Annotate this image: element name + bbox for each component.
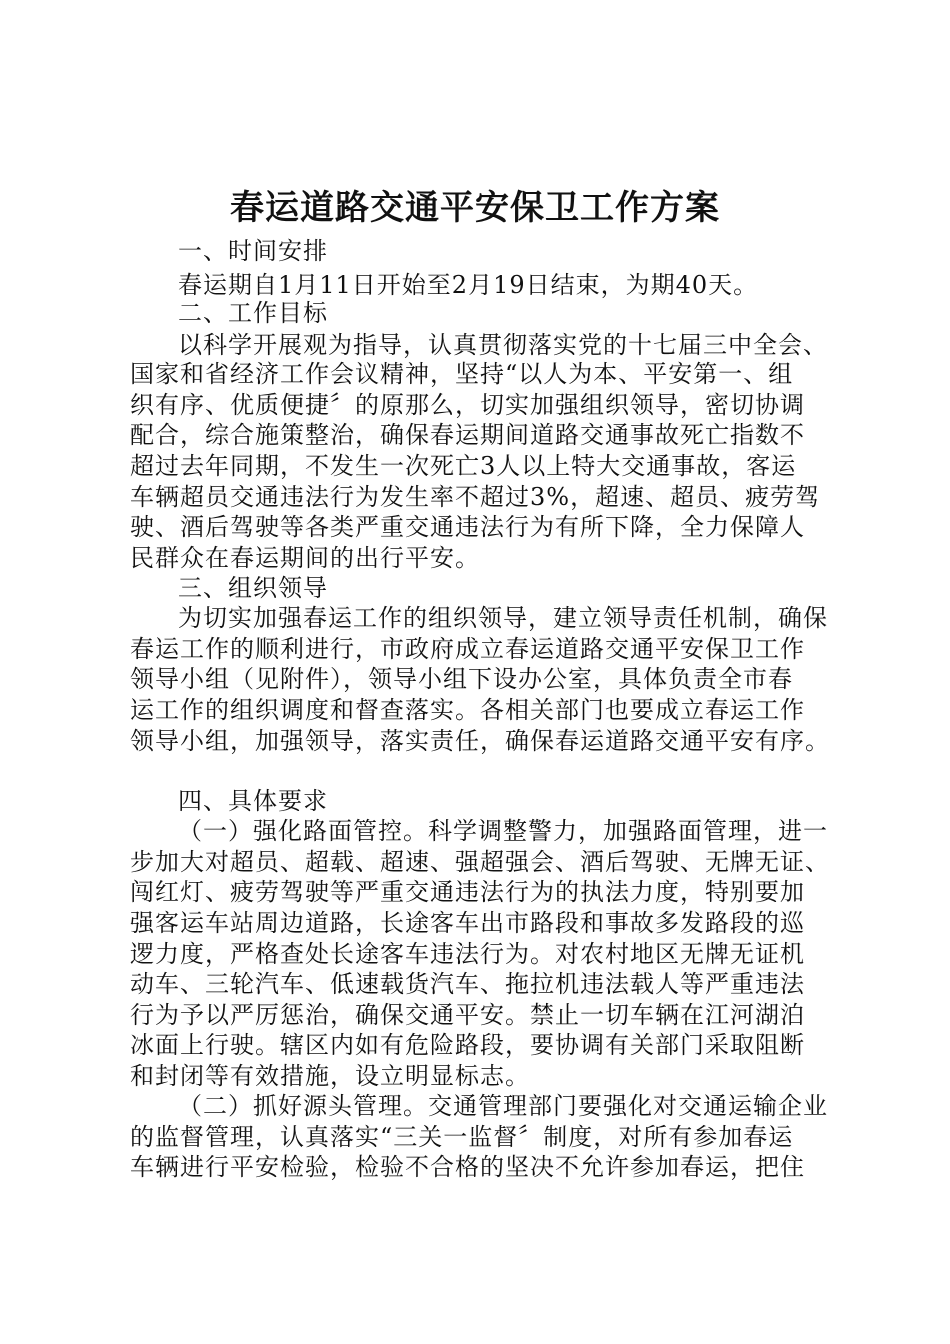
paragraph-line: 春运工作的顺利进行，市政府成立春运道路交通平安保卫工作	[130, 635, 805, 663]
paragraph-line: 冰面上行驶。辖区内如有危险路段，要协调有关部门采取阻断	[130, 1031, 805, 1059]
paragraph-line: 领导小组（见附件），领导小组下设办公室，具体负责全市春	[130, 665, 793, 693]
paragraph-line: （一）强化路面管控。科学调整警力，加强路面管理，进一	[178, 817, 828, 845]
paragraph-line: 织有序、优质便捷〞的原那么，切实加强组织领导，密切协调	[130, 391, 805, 419]
paragraph-line: 春运期自1月11日开始至2月19日结束，为期40天。	[178, 271, 759, 299]
section-heading-goal: 二、工作目标	[178, 299, 328, 327]
paragraph-line: 强客运车站周边道路，长途客车出市路段和事故多发路段的巡	[130, 909, 805, 937]
section-heading-requirements: 四、具体要求	[178, 787, 328, 815]
paragraph-line: 超过去年同期，不发生一次死亡3人以上特大交通事故，客运	[130, 452, 797, 480]
paragraph-line: 行为予以严厉惩治，确保交通平安。禁止一切车辆在江河湖泊	[130, 1001, 805, 1029]
paragraph-line: 为切实加强春运工作的组织领导，建立领导责任机制，确保	[178, 604, 828, 632]
paragraph-line: 领导小组，加强领导，落实责任，确保春运道路交通平安有序。	[130, 727, 830, 755]
paragraph-line: （二）抓好源头管理。交通管理部门要强化对交通运输企业	[178, 1092, 828, 1120]
paragraph-line: 以科学开展观为指导，认真贯彻落实党的十七届三中全会、	[178, 331, 828, 359]
paragraph-line: 国家和省经济工作会议精神，坚持“以人为本、平安第一、组	[130, 360, 794, 388]
paragraph-line: 闯红灯、疲劳驾驶等严重交通违法行为的执法力度，特别要加	[130, 878, 805, 906]
paragraph-line: 车辆超员交通违法行为发生率不超过3%，超速、超员、疲劳驾	[130, 483, 821, 511]
section-heading-time: 一、时间安排	[178, 237, 328, 265]
paragraph-line: 和封闭等有效措施，设立明显标志。	[130, 1062, 530, 1090]
paragraph-line: 动车、三轮汽车、低速载货汽车、拖拉机违法载人等严重违法	[130, 970, 805, 998]
paragraph-line: 运工作的组织调度和督查落实。各相关部门也要成立春运工作	[130, 696, 805, 724]
paragraph-line: 的监督管理，认真落实“三关一监督〞制度，对所有参加春运	[130, 1123, 794, 1151]
paragraph-line: 配合，综合施策整治，确保春运期间道路交通事故死亡指数不	[130, 421, 805, 449]
paragraph-line: 车辆进行平安检验，检验不合格的坚决不允许参加春运，把住	[130, 1153, 805, 1181]
paragraph-line: 逻力度，严格查处长途客车违法行为。对农村地区无牌无证机	[130, 940, 805, 968]
section-heading-organization: 三、组织领导	[178, 574, 328, 602]
document-title: 春运道路交通平安保卫工作方案	[230, 188, 720, 228]
paragraph-line: 驶、酒后驾驶等各类严重交通违法行为有所下降，全力保障人	[130, 513, 805, 541]
paragraph-line: 民群众在春运期间的出行平安。	[130, 544, 480, 572]
paragraph-line: 步加大对超员、超载、超速、强超强会、酒后驾驶、无牌无证、	[130, 848, 830, 876]
